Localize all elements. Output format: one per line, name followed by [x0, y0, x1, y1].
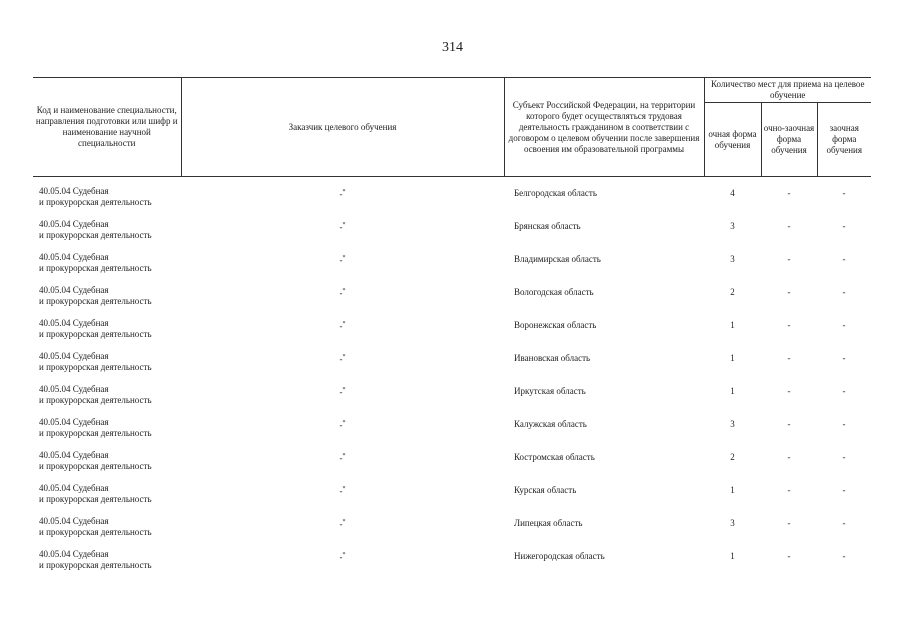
customer-value: -	[339, 486, 343, 496]
page-number: 314	[442, 40, 463, 55]
extramural-cell: -	[842, 485, 846, 495]
customer-value: -	[339, 255, 343, 265]
region-cell: Иркутская область	[514, 386, 586, 396]
fulltime-cell: 3	[730, 419, 735, 429]
customer-value: -	[339, 453, 343, 463]
extramural-cell: -	[842, 221, 846, 231]
header-customer-column: Заказчик целевого обучения	[181, 78, 504, 177]
footnote-mark: *	[342, 288, 346, 294]
specialty-cell	[33, 186, 181, 219]
footnote-mark: *	[342, 189, 346, 195]
table-row	[33, 417, 871, 450]
footnote-mark: *	[342, 255, 346, 261]
customer-cell	[181, 219, 504, 252]
specialty-name: и прокурорская деятельность	[39, 428, 152, 438]
table-row	[33, 252, 871, 285]
customer-cell	[181, 384, 504, 417]
table-row	[33, 516, 871, 549]
header-places-column: Количество мест для приема на целевое обучение	[704, 78, 871, 103]
fulltime-cell: 3	[730, 518, 735, 528]
extramural-cell: -	[842, 188, 846, 198]
region-cell: Липецкая область	[514, 518, 583, 528]
fulltime-cell: 1	[730, 386, 735, 396]
customer-value: -	[339, 222, 343, 232]
specialty-name: и прокурорская деятельность	[39, 527, 152, 537]
parttime-cell: -	[787, 518, 791, 528]
table-row	[33, 483, 871, 516]
parttime-cell: -	[787, 188, 791, 198]
specialty-cell	[33, 417, 181, 450]
customer-value: -	[339, 387, 343, 397]
parttime-cell: -	[787, 221, 791, 231]
customer-value: -	[339, 420, 343, 430]
footnote-mark: *	[342, 387, 346, 393]
fulltime-cell: 1	[730, 551, 735, 561]
fulltime-cell: 2	[730, 287, 735, 297]
specialty-cell	[33, 351, 181, 384]
footnote-mark: *	[342, 420, 346, 426]
table-row	[33, 318, 871, 351]
customer-cell	[181, 285, 504, 318]
extramural-cell: -	[842, 551, 846, 561]
fulltime-cell: 1	[730, 320, 735, 330]
specialty-name: и прокурорская деятельность	[39, 461, 152, 471]
extramural-cell: -	[842, 254, 846, 264]
specialty-cell	[33, 219, 181, 252]
specialty-cell	[33, 285, 181, 318]
specialty-code: 40.05.04 Судебная	[39, 483, 109, 493]
specialty-code: 40.05.04 Судебная	[39, 549, 109, 559]
specialty-code: 40.05.04 Судебная	[39, 450, 109, 460]
specialty-cell	[33, 252, 181, 285]
parttime-cell: -	[787, 386, 791, 396]
customer-cell	[181, 483, 504, 516]
customer-value: -	[339, 189, 343, 199]
specialty-name: и прокурорская деятельность	[39, 263, 152, 273]
header-region-column: Субъект Российской Федерации, на территории которого будет осуществляться трудовая деятельность гражданином в соответствии с договором о целевом обучении после завершения освоения им образовательной программы	[504, 78, 704, 177]
footnote-mark: *	[342, 486, 346, 492]
customer-value: -	[339, 519, 343, 529]
specialty-name: и прокурорская деятельность	[39, 197, 152, 207]
region-cell: Костромская область	[514, 452, 595, 462]
specialty-name: и прокурорская деятельность	[39, 329, 152, 339]
table-row	[33, 186, 871, 219]
region-cell: Ивановская область	[514, 353, 591, 363]
footnote-mark: *	[342, 321, 346, 327]
specialty-cell	[33, 516, 181, 549]
specialty-cell	[33, 384, 181, 417]
region-cell: Калужская область	[514, 419, 587, 429]
extramural-cell: -	[842, 320, 846, 330]
extramural-cell: -	[842, 419, 846, 429]
region-cell: Воронежская область	[514, 320, 597, 330]
fulltime-cell: 3	[730, 221, 735, 231]
specialty-name: и прокурорская деятельность	[39, 362, 152, 372]
customer-value: -	[339, 288, 343, 298]
header-code-column: Код и наименование специальности, направления подготовки или шифр и наименование научной специальности	[33, 78, 181, 177]
specialty-cell	[33, 318, 181, 351]
customer-cell	[181, 516, 504, 549]
parttime-cell: -	[787, 419, 791, 429]
table-body	[33, 177, 871, 583]
footnote-mark: *	[342, 552, 346, 558]
specialty-code: 40.05.04 Судебная	[39, 384, 109, 394]
customer-cell	[181, 318, 504, 351]
specialty-code: 40.05.04 Судебная	[39, 186, 109, 196]
extramural-cell: -	[842, 353, 846, 363]
customer-cell	[181, 450, 504, 483]
footnote-mark: *	[342, 453, 346, 459]
fulltime-cell: 2	[730, 452, 735, 462]
footnote-mark: *	[342, 222, 346, 228]
specialty-name: и прокурорская деятельность	[39, 560, 152, 570]
extramural-cell: -	[842, 518, 846, 528]
customer-cell	[181, 186, 504, 219]
specialty-cell	[33, 549, 181, 582]
region-cell: Белгородская область	[514, 188, 597, 198]
extramural-cell: -	[842, 452, 846, 462]
specialty-code: 40.05.04 Судебная	[39, 285, 109, 295]
specialty-name: и прокурорская деятельность	[39, 230, 152, 240]
table-row	[33, 351, 871, 384]
table-row	[33, 285, 871, 318]
parttime-cell: -	[787, 452, 791, 462]
specialty-code: 40.05.04 Судебная	[39, 318, 109, 328]
region-cell: Брянская область	[514, 221, 581, 231]
specialty-name: и прокурорская деятельность	[39, 395, 152, 405]
customer-value: -	[339, 552, 343, 562]
admission-table	[33, 77, 871, 582]
fulltime-cell: 1	[730, 485, 735, 495]
table-row	[33, 219, 871, 252]
header-parttime-column: очно-заочная форма обучения	[761, 103, 817, 177]
customer-cell	[181, 252, 504, 285]
table-row	[33, 450, 871, 483]
region-cell: Вологодская область	[514, 287, 594, 297]
parttime-cell: -	[787, 353, 791, 363]
customer-cell	[181, 417, 504, 450]
specialty-cell	[33, 450, 181, 483]
specialty-name: и прокурорская деятельность	[39, 296, 152, 306]
specialty-name: и прокурорская деятельность	[39, 494, 152, 504]
footnote-mark: *	[342, 354, 346, 360]
extramural-cell: -	[842, 386, 846, 396]
specialty-code: 40.05.04 Судебная	[39, 417, 109, 427]
table-row	[33, 549, 871, 582]
parttime-cell: -	[787, 254, 791, 264]
fulltime-cell: 3	[730, 254, 735, 264]
parttime-cell: -	[787, 287, 791, 297]
customer-value: -	[339, 321, 343, 331]
specialty-code: 40.05.04 Судебная	[39, 516, 109, 526]
parttime-cell: -	[787, 320, 791, 330]
extramural-cell: -	[842, 287, 846, 297]
specialty-code: 40.05.04 Судебная	[39, 219, 109, 229]
fulltime-cell: 4	[730, 188, 735, 198]
parttime-cell: -	[787, 485, 791, 495]
header-extramural-column: заочная форма обучения	[817, 103, 871, 177]
customer-value: -	[339, 354, 343, 364]
customer-cell	[181, 549, 504, 582]
table-row	[33, 384, 871, 417]
specialty-code: 40.05.04 Судебная	[39, 351, 109, 361]
region-cell: Владимирская область	[514, 254, 601, 264]
header-fulltime-column: очная форма обучения	[704, 103, 761, 177]
customer-cell	[181, 351, 504, 384]
region-cell: Нижегородская область	[514, 551, 605, 561]
parttime-cell: -	[787, 551, 791, 561]
specialty-code: 40.05.04 Судебная	[39, 252, 109, 262]
region-cell: Курская область	[514, 485, 577, 495]
fulltime-cell: 1	[730, 353, 735, 363]
footnote-mark: *	[342, 519, 346, 525]
specialty-cell	[33, 483, 181, 516]
